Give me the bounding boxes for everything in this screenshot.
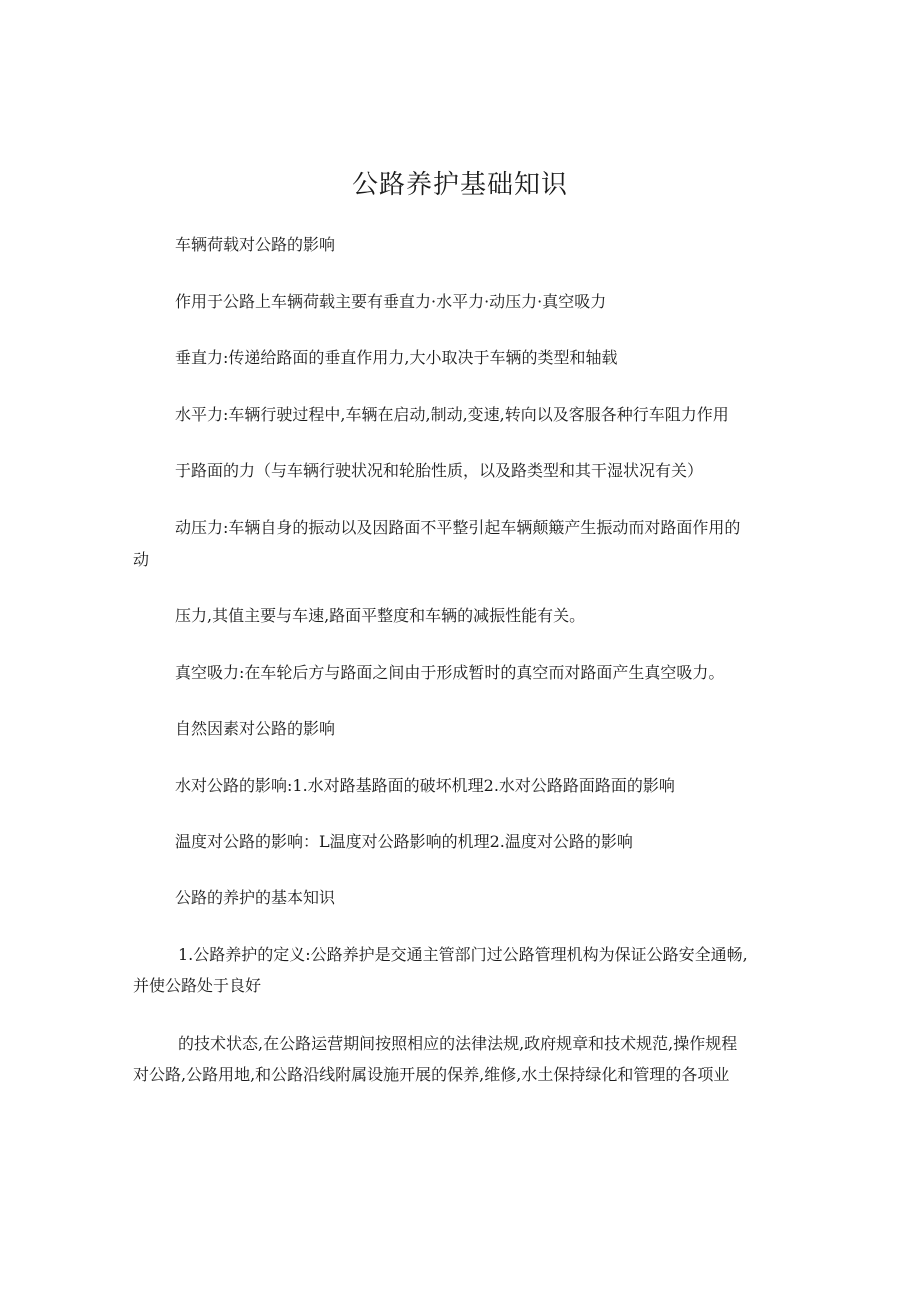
section-heading-natural-factors: 自然因素对公路的影响 bbox=[175, 719, 336, 738]
document-title: 公路养护基础知识 bbox=[351, 170, 568, 200]
paragraph-line: 温度对公路的影响：L温度对公路影响的机理2.温度对公路的影响 bbox=[175, 832, 633, 851]
paragraph-line: 垂直力:传递给路面的垂直作用力,大小取决于车辆的类型和轴载 bbox=[175, 348, 618, 367]
paragraph-line: 的技术状态,在公路运营期间按照相应的法律法规,政府规章和技术规范,操作规程 bbox=[178, 1034, 738, 1053]
paragraph-line: 动压力:车辆自身的振动以及因路面不平整引起车辆颠簸产生振动而对路面作用的 bbox=[175, 518, 741, 537]
section-heading-vehicle-load: 车辆荷载对公路的影响 bbox=[175, 235, 336, 254]
paragraph-line: 水平力:车辆行驶过程中,车辆在启动,制动,变速,转向以及客服各种行车阻力作用 bbox=[175, 405, 729, 424]
paragraph-line: 压力,其值主要与车速,路面平整度和车辆的减振性能有关。 bbox=[175, 606, 586, 625]
paragraph-line: 作用于公路上车辆荷载主要有垂直力·水平力·动压力·真空吸力 bbox=[175, 292, 607, 311]
paragraph-line-wrap: 对公路,公路用地,和公路沿线附属设施开展的保养,维修,水土保持绿化和管理的各项业 bbox=[133, 1065, 730, 1084]
section-heading-maintenance-basics: 公路的养护的基本知识 bbox=[175, 888, 336, 907]
paragraph-line-wrap: 并使公路处于良好 bbox=[133, 976, 262, 995]
paragraph-line: 水对公路的影响:1.水对路基路面的破坏机理2.水对公路路面路面的影响 bbox=[175, 776, 675, 795]
paragraph-line-wrap: 动 bbox=[133, 550, 150, 569]
paragraph-line: 真空吸力:在车轮后方与路面之间由于形成暂时的真空而对路面产生真空吸力。 bbox=[175, 663, 725, 682]
paragraph-line: 1.公路养护的定义:公路养护是交通主管部门过公路管理机构为保证公路安全通畅, bbox=[178, 945, 748, 964]
paragraph-line: 于路面的力（与车辆行驶状况和轮胎性质，以及路类型和其干湿状况有关） bbox=[175, 461, 704, 480]
